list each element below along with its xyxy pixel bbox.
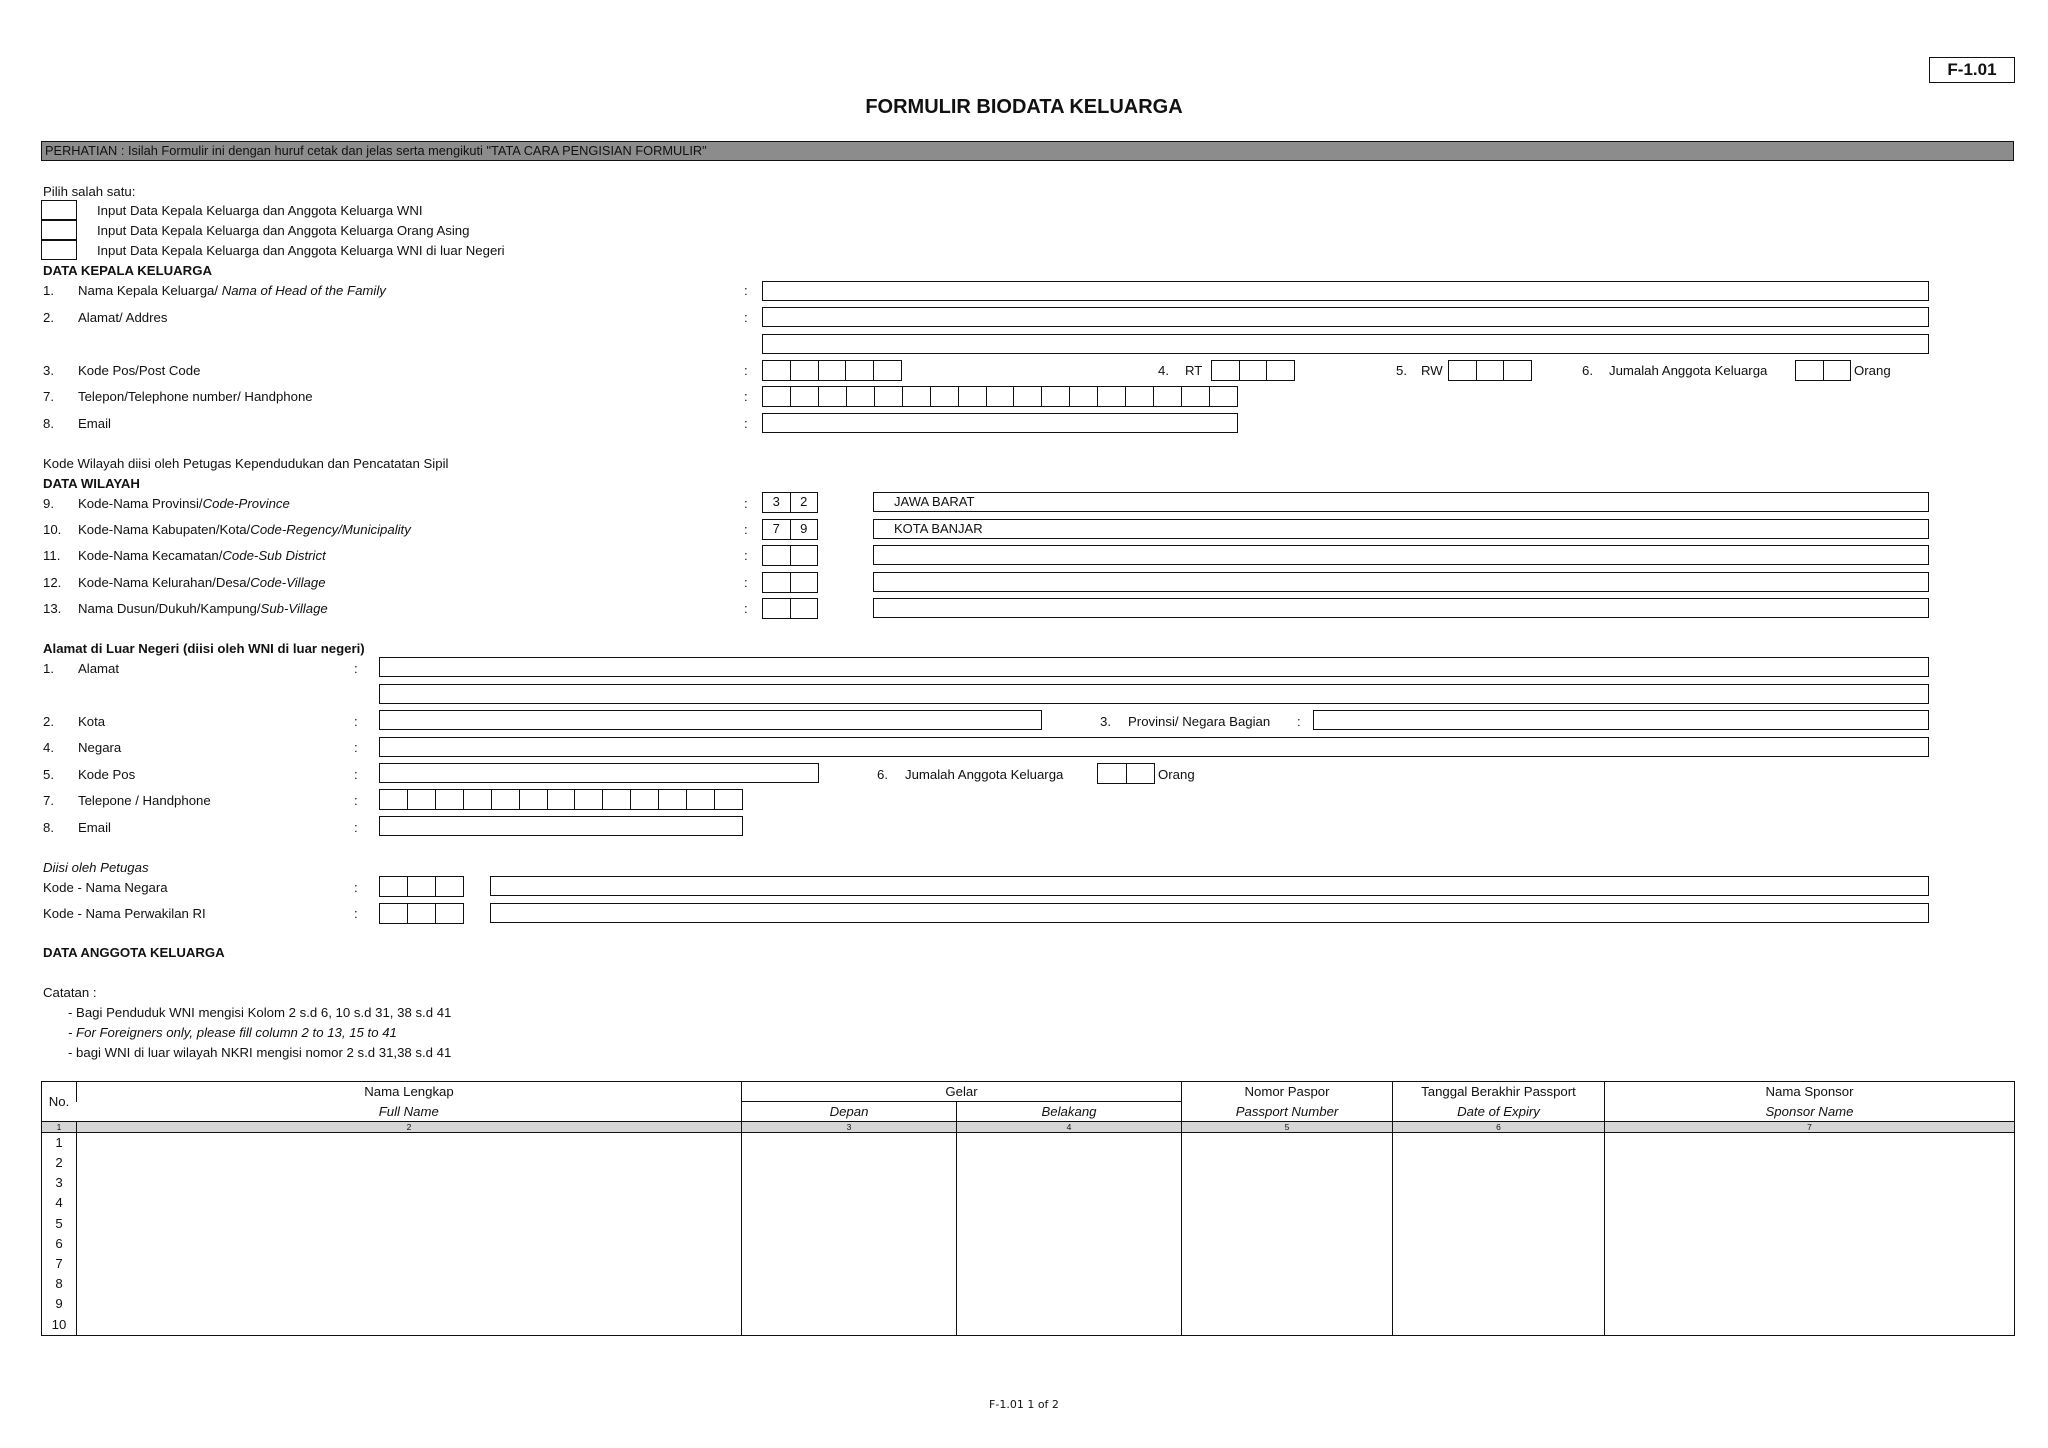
phone-input[interactable] (762, 386, 1238, 407)
row-number: 4 (55, 1195, 63, 1211)
rw-input[interactable] (1448, 360, 1532, 381)
choice-checkbox-foreign[interactable] (41, 220, 77, 240)
abroad-postcode-input[interactable] (379, 763, 819, 783)
field-number: 3. (1100, 714, 1111, 729)
officer-country-name-input[interactable] (490, 876, 1929, 896)
col-header-no: No. (48, 1093, 70, 1109)
code-digit: 2 (790, 493, 818, 512)
row-number: 9 (55, 1296, 63, 1312)
colon: : (354, 906, 358, 921)
choice-checkbox-wni[interactable] (41, 200, 77, 220)
abroad-email-input[interactable] (379, 816, 743, 836)
member-count-label: Jumalah Anggota Keluarga (1609, 363, 1768, 378)
field-number: 5. (1396, 363, 1407, 378)
column-number-row (42, 1122, 2015, 1133)
field-number: 2. (43, 310, 54, 325)
member-count-input[interactable] (1795, 360, 1851, 381)
regency-code-input[interactable] (762, 519, 818, 540)
table-row[interactable] (42, 1214, 2015, 1234)
row-number: 2 (55, 1155, 63, 1171)
village-name-input[interactable] (873, 572, 1929, 592)
field-value: JAWA BARAT (894, 494, 975, 509)
field-number: 10. (43, 522, 62, 537)
members-table (41, 1081, 2015, 1336)
label-text: Kode-Nama Kelurahan/Desa/ (78, 575, 251, 590)
field-number: 1. (43, 283, 54, 298)
row-number: 10 (51, 1316, 67, 1332)
rw-label: RW (1421, 363, 1443, 378)
row-number: 5 (55, 1215, 63, 1231)
officer-rep-label: Kode - Nama Perwakilan RI (43, 906, 206, 921)
colon: : (354, 714, 358, 729)
row-number: 7 (55, 1256, 63, 1272)
field-number: 11. (43, 548, 61, 563)
phone-label: Telepon/Telephone number/ Handphone (78, 389, 313, 404)
column-number: 2 (77, 1122, 742, 1133)
label-text: Nama Kepala Keluarga/ (78, 283, 222, 298)
colon: : (354, 740, 358, 755)
choice-label: Pilih salah satu: (43, 184, 136, 199)
abroad-city-label: Kota (78, 714, 106, 729)
rt-input[interactable] (1211, 360, 1295, 381)
note-item: - Bagi Penduduk WNI mengisi Kolom 2 s.d 6, 10 s.d 31, 38 s.d 41 (68, 1005, 452, 1020)
address-label: Alamat/ Addres (78, 310, 168, 325)
colon: : (354, 793, 358, 808)
abroad-address-input-line2[interactable] (379, 684, 1929, 704)
col-header-passport-en: Passport Number (1182, 1102, 1393, 1122)
colon: : (744, 522, 748, 537)
field-number: 5. (43, 767, 54, 782)
field-number: 12. (43, 575, 62, 590)
province-code-input[interactable] (762, 492, 818, 513)
abroad-phone-input[interactable] (379, 789, 743, 810)
field-number: 7. (43, 389, 54, 404)
label-english: Code-Regency/Municipality (250, 522, 411, 537)
province-label (78, 497, 290, 510)
col-header-gelar: Gelar (742, 1082, 1182, 1102)
officer-country-code-input[interactable] (379, 876, 464, 897)
col-header-expiry-en: Date of Expiry (1393, 1102, 1605, 1122)
note-item: - For Foreigners only, please fill column 2 to 13, 15 to 41 (68, 1025, 397, 1040)
colon: : (744, 496, 748, 511)
district-code-input[interactable] (762, 545, 818, 566)
page-title: FORMULIR BIODATA KELUARGA (865, 96, 1183, 118)
field-number: 2. (43, 714, 54, 729)
colon: : (354, 661, 358, 676)
section-abroad-title: Alamat di Luar Negeri (diisi oleh WNI di luar negeri) (43, 641, 365, 656)
label-english: Nama of Head of the Family (221, 283, 386, 298)
abroad-address-input-line1[interactable] (379, 657, 1929, 677)
table-header-row (42, 1102, 2015, 1122)
column-number: 1 (42, 1122, 77, 1133)
label-text: Nama Dusun/Dukuh/Kampung/ (78, 601, 261, 616)
code-digit (763, 573, 790, 592)
field-number: 3. (43, 363, 54, 378)
abroad-member-count-unit: Orang (1158, 767, 1195, 782)
abroad-state-input[interactable] (1313, 710, 1929, 730)
postcode-input[interactable] (762, 360, 902, 381)
label-text: Kode-Nama Kecamatan/ (78, 548, 223, 563)
abroad-member-count-label: Jumalah Anggota Keluarga (905, 767, 1064, 782)
abroad-postcode-label: Kode Pos (78, 767, 136, 782)
code-digit: 9 (790, 520, 818, 539)
member-count-unit: Orang (1854, 363, 1891, 378)
officer-rep-name-input[interactable] (490, 903, 1929, 923)
choice-option: Input Data Kepala Keluarga dan Anggota Keluarga Orang Asing (97, 223, 470, 238)
officer-country-label: Kode - Nama Negara (43, 880, 168, 895)
village-code-input[interactable] (762, 572, 818, 593)
field-number: 6. (877, 767, 888, 782)
field-number: 9. (43, 496, 54, 511)
label-text: Kode-Nama Kabupaten/Kota/ (78, 522, 251, 537)
column-number: 6 (1393, 1122, 1605, 1133)
choice-checkbox-abroad[interactable] (41, 240, 77, 260)
notice-bar: PERHATIAN : Isilah Formulir ini dengan huruf cetak dan jelas serta mengikuti "TATA CARA PENGISIAN FORMULIR" (41, 141, 2014, 161)
label-english: Code-Province (202, 496, 290, 511)
row-number: 3 (55, 1175, 63, 1191)
field-number: 13. (43, 601, 62, 616)
col-header-name-en: Full Name (378, 1103, 439, 1119)
col-header-expiry: Tanggal Berakhir Passport (1393, 1082, 1605, 1102)
colon: : (744, 416, 748, 431)
abroad-phone-label: Telepone / Handphone (78, 793, 211, 808)
code-digit: 3 (772, 494, 780, 509)
region-note: Kode Wilayah diisi oleh Petugas Kependudukan dan Pencatatan Sipil (43, 456, 449, 471)
column-number: 5 (1182, 1122, 1393, 1133)
field-number: 6. (1582, 363, 1593, 378)
section-head-title: DATA KEPALA KELUARGA (43, 263, 212, 278)
regency-name-input[interactable] (873, 519, 1929, 539)
col-header-sponsor-en: Sponsor Name (1605, 1102, 2015, 1122)
note-item: - bagi WNI di luar wilayah NKRI mengisi nomor 2 s.d 31,38 s.d 41 (68, 1045, 452, 1060)
officer-rep-code-input[interactable] (379, 903, 464, 924)
table-row[interactable] (42, 1315, 2015, 1336)
code-digit (790, 546, 818, 565)
province-name-input[interactable] (873, 492, 1929, 512)
abroad-country-input[interactable] (379, 737, 1929, 757)
postcode-label: Kode Pos/Post Code (78, 363, 201, 378)
col-header-belakang: Belakang (957, 1102, 1182, 1122)
colon: : (354, 880, 358, 895)
email-input[interactable] (762, 413, 1238, 433)
colon: : (354, 767, 358, 782)
colon: : (744, 310, 748, 325)
head-name-input[interactable] (762, 281, 1929, 301)
column-number: 7 (1605, 1122, 2015, 1133)
section-members-title: DATA ANGGOTA KELUARGA (43, 945, 225, 960)
abroad-state-label: Provinsi/ Negara Bagian (1128, 714, 1271, 729)
colon: : (744, 363, 748, 378)
subvillage-code-input[interactable] (762, 598, 818, 619)
abroad-email-label: Email (78, 820, 111, 835)
field-number: 8. (43, 416, 54, 431)
row-number: 6 (55, 1235, 63, 1251)
code-digit (790, 599, 818, 618)
district-label (78, 549, 326, 562)
code-digit (763, 599, 790, 618)
table-row[interactable] (42, 1294, 2015, 1314)
colon: : (744, 548, 748, 563)
code-digit (790, 573, 818, 592)
village-label (78, 576, 326, 589)
code-digit: 7 (772, 521, 780, 536)
row-number: 1 (55, 1135, 63, 1150)
choice-option: Input Data Kepala Keluarga dan Anggota Keluarga WNI di luar Negeri (97, 243, 505, 258)
abroad-city-input[interactable] (379, 710, 1042, 730)
notes-label: Catatan : (43, 985, 97, 1000)
address-input-line1[interactable] (762, 307, 1929, 327)
abroad-address-label: Alamat (78, 661, 120, 676)
label-english: Sub-Village (260, 601, 328, 616)
row-number: 8 (55, 1276, 63, 1292)
choice-option: Input Data Kepala Keluarga dan Anggota Keluarga WNI (97, 203, 423, 218)
column-number: 3 (742, 1122, 957, 1133)
rt-label: RT (1185, 363, 1203, 378)
head-name-label (78, 284, 386, 297)
regency-label (78, 523, 411, 536)
section-region-title: DATA WILAYAH (43, 476, 140, 491)
col-header-sponsor: Nama Sponsor (1605, 1082, 2015, 1102)
field-number: 4. (1158, 363, 1169, 378)
column-number: 4 (957, 1122, 1182, 1133)
code-digit (763, 546, 790, 565)
address-input-line2[interactable] (762, 334, 1929, 354)
form-code-box: F-1.01 (1929, 57, 2015, 83)
field-number: 7. (43, 793, 54, 808)
colon: : (354, 820, 358, 835)
colon: : (744, 575, 748, 590)
table-row[interactable] (42, 1173, 2015, 1193)
label-english: Code-Sub District (222, 548, 326, 563)
col-header-depan: Depan (742, 1102, 957, 1122)
page-footer: F-1.01 1 of 2 (989, 1398, 1059, 1411)
field-number: 1. (43, 661, 54, 676)
abroad-member-count-input[interactable] (1097, 763, 1155, 784)
table-row[interactable] (42, 1133, 2015, 1154)
field-number: 4. (43, 740, 54, 755)
table-row[interactable] (42, 1274, 2015, 1294)
col-header-name: Nama Lengkap (77, 1082, 742, 1102)
table-row[interactable] (42, 1153, 2015, 1173)
district-name-input[interactable] (873, 545, 1929, 565)
colon: : (744, 601, 748, 616)
subvillage-label (78, 602, 328, 615)
table-row[interactable] (42, 1193, 2015, 1213)
field-number: 8. (43, 820, 54, 835)
field-value: KOTA BANJAR (894, 521, 983, 536)
table-row[interactable] (42, 1234, 2015, 1254)
officer-section-title: Diisi oleh Petugas (43, 860, 149, 875)
colon: : (744, 283, 748, 298)
colon: : (1297, 714, 1301, 729)
label-text: Kode-Nama Provinsi/ (78, 496, 203, 511)
email-label: Email (78, 416, 111, 431)
colon: : (744, 389, 748, 404)
col-header-passport: Nomor Paspor (1182, 1082, 1393, 1102)
label-english: Code-Village (250, 575, 326, 590)
subvillage-name-input[interactable] (873, 598, 1929, 618)
table-row[interactable] (42, 1254, 2015, 1274)
table-header-row (42, 1082, 2015, 1102)
abroad-country-label: Negara (78, 740, 122, 755)
